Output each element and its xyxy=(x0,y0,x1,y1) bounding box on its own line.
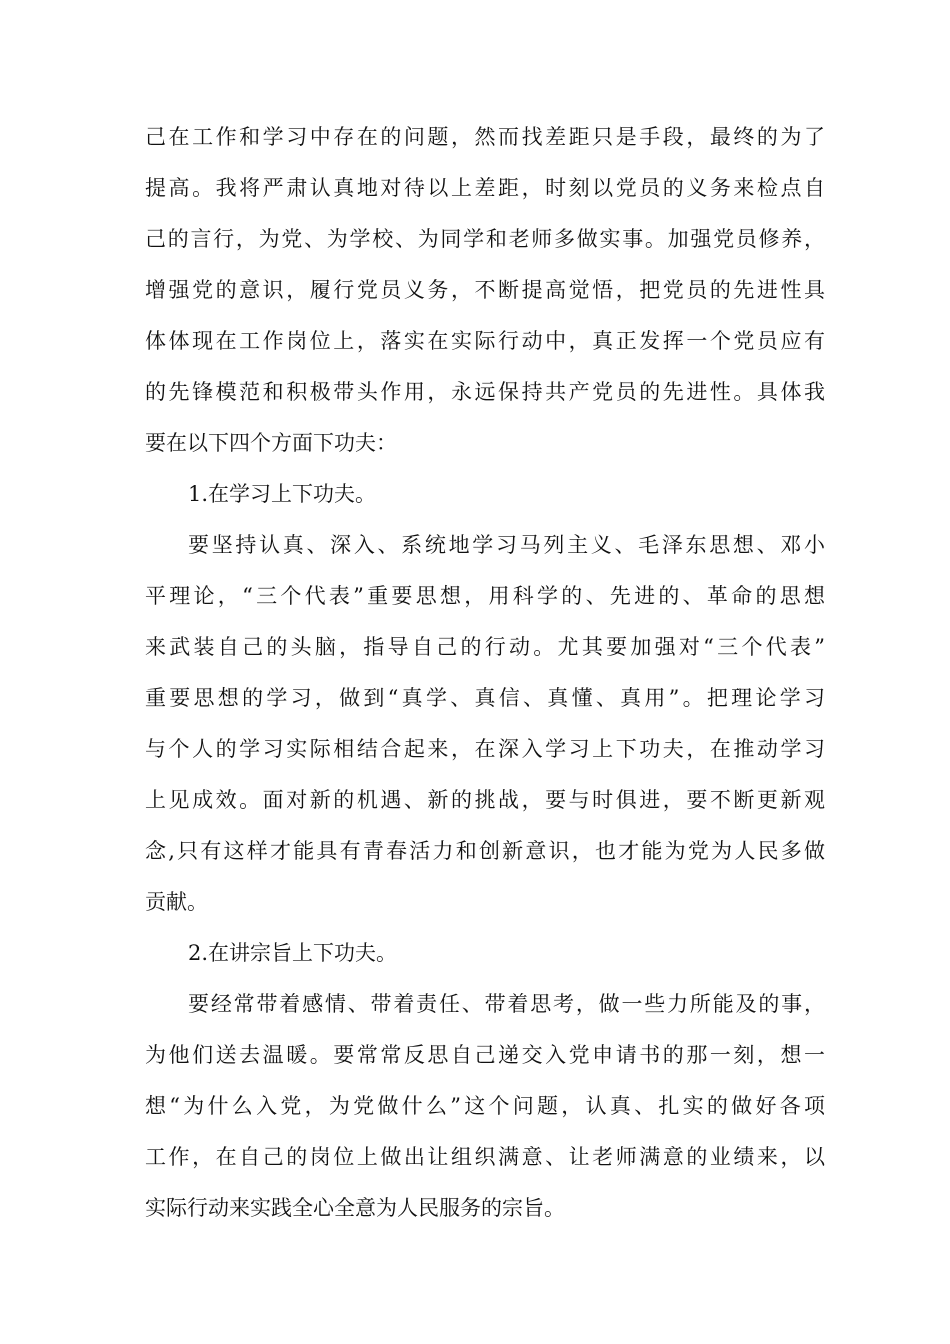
text-line: 重要思想的学习，做到“真学、真信、真懂、真用”。把理论学习 xyxy=(145,686,825,710)
text-line: 己在工作和学习中存在的问题，然而找差距只是手段，最终的为了 xyxy=(145,125,825,149)
text-line: 工作，在自己的岗位上做出让组织满意、让老师满意的业绩来，以 xyxy=(145,1145,825,1169)
text-line: 实际行动来实践全心全意为人民服务的宗旨。 xyxy=(145,1196,565,1220)
text-line: 增强党的意识，履行党员义务，不断提高觉悟，把党员的先进性具 xyxy=(145,278,825,302)
text-line: 为他们送去温暖。要常常反思自己递交入党申请书的那一刻，想一 xyxy=(145,1043,825,1067)
text-line: 提高。我将严肃认真地对待以上差距，时刻以党员的义务来检点自 xyxy=(145,176,825,200)
text-line: 平理论，“三个代表”重要思想，用科学的、先进的、革命的思想 xyxy=(145,584,825,608)
text-line: 想“为什么入党，为党做什么”这个问题，认真、扎实的做好各项 xyxy=(145,1094,825,1118)
text-line: 念,只有这样才能具有青春活力和创新意识，也才能为党为人民多做 xyxy=(145,839,825,863)
section-heading-1: 1.在学习上下功夫。 xyxy=(188,482,377,506)
text-line: 的先锋模范和积极带头作用，永远保持共产党员的先进性。具体我 xyxy=(145,380,825,404)
document-body xyxy=(145,112,825,1234)
text-line: 体体现在工作岗位上，落实在实际行动中，真正发挥一个党员应有 xyxy=(145,329,825,353)
text-line: 来武装自己的头脑，指导自己的行动。尤其要加强对“三个代表” xyxy=(145,635,825,659)
text-line: 贡献。 xyxy=(145,890,208,914)
text-line: 上见成效。面对新的机遇、新的挑战，要与时俱进，要不断更新观 xyxy=(145,788,825,812)
text-line: 己的言行，为党、为学校、为同学和老师多做实事。加强党员修养， xyxy=(145,227,825,251)
text-line: 要经常带着感情、带着责任、带着思考，做一些力所能及的事， xyxy=(188,992,825,1016)
section-heading-2: 2.在讲宗旨上下功夫。 xyxy=(188,941,398,965)
text-line: 要坚持认真、深入、系统地学习马列主义、毛泽东思想、邓小 xyxy=(188,533,825,557)
text-line: 要在以下四个方面下功夫： xyxy=(145,431,397,455)
text-line: 与个人的学习实际相结合起来，在深入学习上下功夫，在推动学习 xyxy=(145,737,825,761)
